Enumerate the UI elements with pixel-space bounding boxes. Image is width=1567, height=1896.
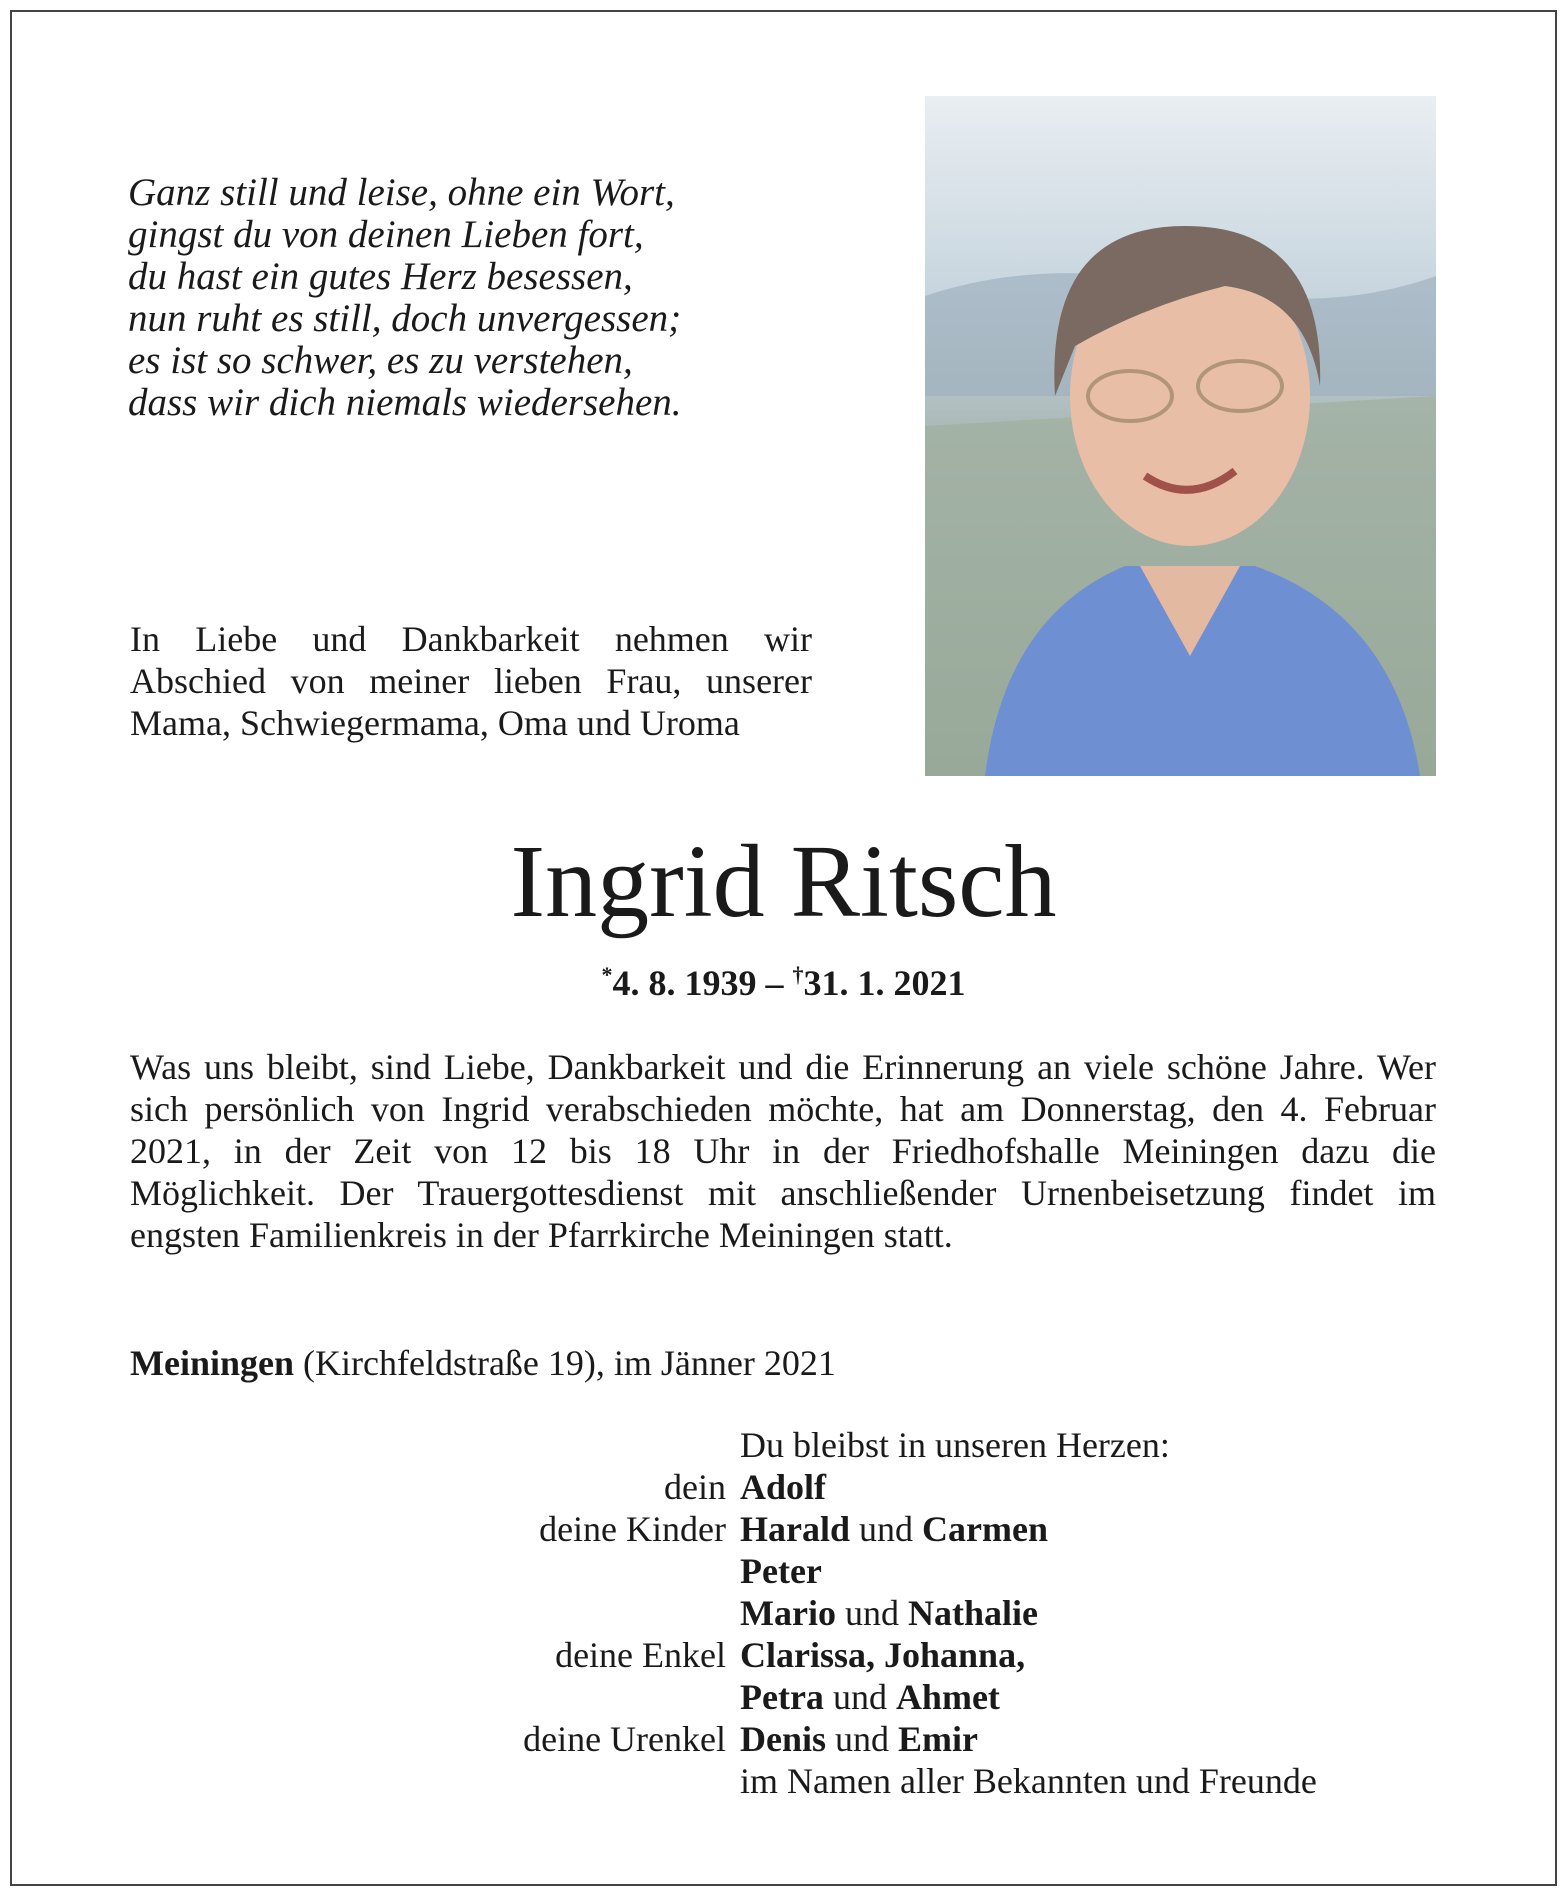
signature-row <box>0 1718 1317 1760</box>
mourner-name: Carmen <box>922 1509 1048 1549</box>
intro-text: In Liebe und Dankbarkeit nehmen wir Abschied von meiner lieben Frau, unserer Mama, Schwiegermama, Oma und Uroma <box>130 619 812 743</box>
place-town: Meiningen <box>130 1343 295 1383</box>
place-address: (Kirchfeldstraße 19), im Jänner 2021 <box>294 1343 836 1383</box>
relation: deine Urenkel <box>523 1719 726 1759</box>
poem-line: du hast ein gutes Herz besessen, <box>128 255 633 298</box>
signature-row <box>0 1634 1317 1676</box>
body-text: Was uns bleibt, sind Liebe, Dankbarkeit und die Erinnerung an viele schöne Jahre. Wer sich persönlich von Ingrid verabschieden möchte, hat am Donnerstag, den 4. Februar 2021, in der Zeit von 12 bis 18 Uhr in der Friedhofshalle Meiningen dazu die Möglichkeit. Der Trauergottesdienst mit anschließender Urnenbeisetzung findet im engsten Familienkreis in der Pfarrkirche Meiningen statt. <box>130 1047 1436 1255</box>
place-date-line <box>130 1342 836 1384</box>
mourner-name: Peter <box>740 1551 822 1591</box>
mourner-name: Petra <box>740 1677 824 1717</box>
mourner-name: Emir <box>898 1719 978 1759</box>
mourner-name: Harald <box>740 1509 851 1549</box>
poem-line: nun ruht es still, doch unvergessen; <box>128 297 682 340</box>
relation: deine Kinder <box>539 1509 726 1549</box>
mourner-name: Adolf <box>740 1467 827 1507</box>
birth-date: 4. 8. 1939 <box>612 963 757 1003</box>
signature-row <box>0 1508 1317 1550</box>
conjunction: und <box>850 1509 923 1549</box>
death-symbol: † <box>792 962 804 987</box>
mourner-name: Clarissa, Johanna, <box>740 1635 1026 1675</box>
mourner-name: Denis <box>740 1719 827 1759</box>
relation: deine Enkel <box>555 1635 726 1675</box>
poem <box>128 172 682 424</box>
signature-closing: im Namen aller Bekannten und Freunde <box>740 1761 1317 1801</box>
signature-row <box>0 1592 1317 1634</box>
birth-symbol: * <box>601 962 613 987</box>
conjunction: und <box>835 1593 908 1633</box>
signature-row <box>0 1466 1317 1508</box>
signature-heading: Du bleibst in unseren Herzen: <box>740 1425 1170 1465</box>
signature-block <box>0 1424 1317 1802</box>
poem-line: es ist so schwer, es zu verstehen, <box>128 339 633 382</box>
conjunction: und <box>826 1719 899 1759</box>
poem-line: Ganz still und leise, ohne ein Wort, <box>128 171 675 214</box>
mourner-name: Ahmet <box>895 1677 1000 1717</box>
poem-line: dass wir dich niemals wiedersehen. <box>128 381 682 424</box>
portrait-photo <box>925 96 1436 776</box>
signature-row <box>0 1550 1317 1592</box>
mourner-name: Nathalie <box>907 1593 1038 1633</box>
relation: dein <box>664 1467 726 1507</box>
death-date: 31. 1. 2021 <box>803 963 966 1003</box>
poem-line: gingst du von deinen Lieben fort, <box>128 213 644 256</box>
conjunction: und <box>823 1677 896 1717</box>
mourner-name: Mario <box>740 1593 836 1633</box>
date-separator: – <box>756 963 793 1003</box>
life-dates <box>0 962 1567 1004</box>
signature-row <box>0 1676 1317 1718</box>
deceased-name: Ingrid Ritsch <box>510 824 1057 939</box>
